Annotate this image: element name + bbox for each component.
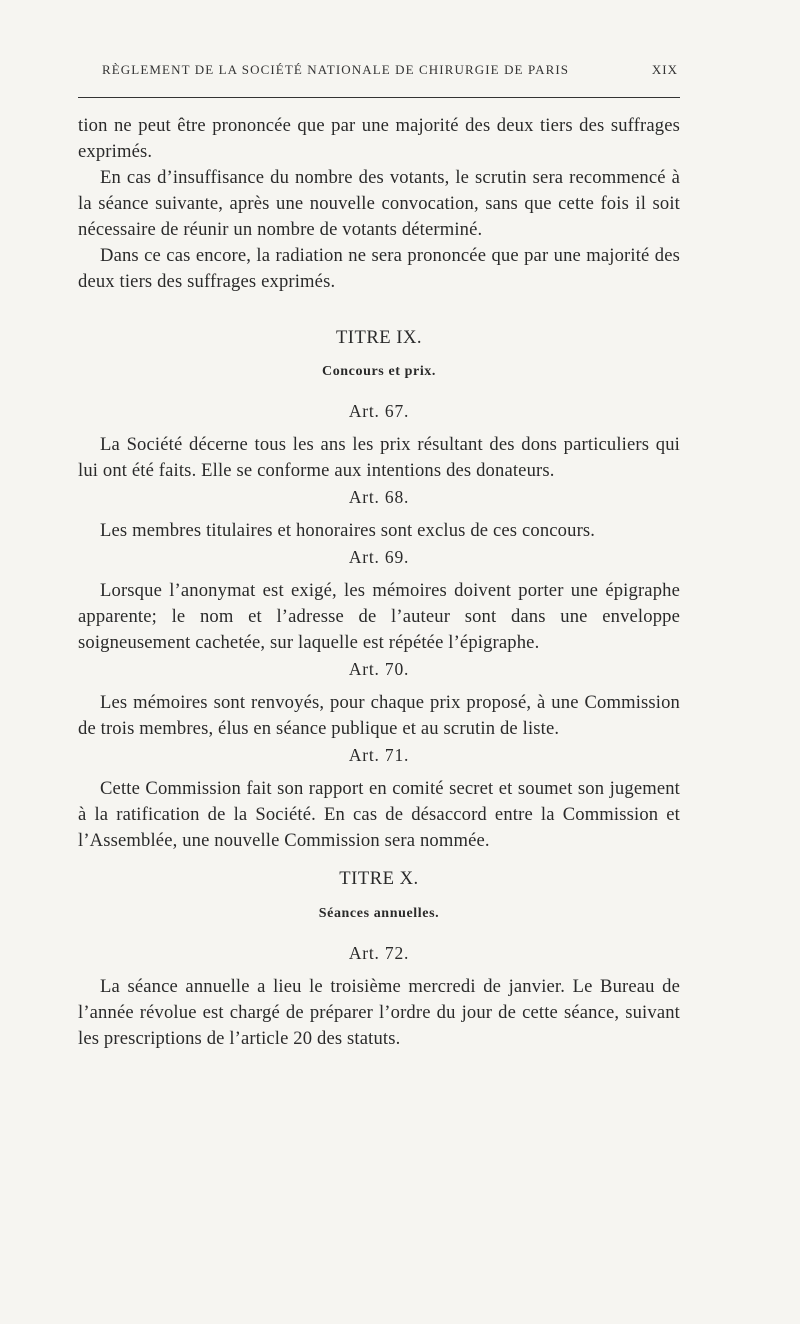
article-72-label: Art. 72. <box>348 943 410 963</box>
article-67-label: Art. 67. <box>348 401 410 421</box>
article-71-label: Art. 71. <box>348 745 410 765</box>
article-68-label: Art. 68. <box>348 487 410 507</box>
page-body <box>78 113 680 1052</box>
article-71-text: Cette Commission fait son rapport en comité secret et soumet son jugement à la ratification de la Société. En cas de désaccord entre la Commission et l’Assemblée, une nouvelle Commission sera nommée. <box>78 778 680 851</box>
page-number: XIX <box>651 62 678 77</box>
article-69-text: Lorsque l’anonymat est exigé, les mémoires doivent porter une épigraphe apparente; le nom et l’adresse de l’auteur sont dans une enveloppe soigneusement cachetée, sur laquelle est répétée l’épigraphe. <box>78 580 680 653</box>
article-70-text: Les mémoires sont renvoyés, pour chaque prix proposé, à une Commission de trois membres, élus en séance publique et au scrutin de liste. <box>78 692 680 739</box>
article-72-text: La séance annuelle a lieu le troisième mercredi de janvier. Le Bureau de l’année révolue est chargé de préparer l’ordre du jour de cette séance, suivant les prescriptions de l’article 20 des statuts. <box>78 976 680 1049</box>
article-67-text: La Société décerne tous les ans les prix résultant des dons particuliers qui lui ont été faits. Elle se conforme aux intentions des donateurs. <box>78 434 680 481</box>
titre-x-heading: TITRE X. <box>339 868 419 889</box>
paragraph-insufficient-votes: En cas d’insuffisance du nombre des votants, le scrutin sera recommencé à la séance suivante, après une nouvelle convocation, sans que cette fois il soit nécessaire de réunir un nombre de votants déterminé. <box>78 167 680 240</box>
book-page <box>78 62 680 1052</box>
paragraph-radiation: Dans ce cas encore, la radiation ne sera prononcée que par une majorité des deux tiers des suffrages exprimés. <box>78 245 680 292</box>
article-69-label: Art. 69. <box>348 547 410 567</box>
titre-ix-heading: TITRE IX. <box>335 327 423 348</box>
titre-ix-subtitle: Concours et prix. <box>321 364 437 379</box>
titre-x-subtitle: Séances annuelles. <box>318 906 440 921</box>
header-rule <box>78 97 680 98</box>
paragraph-continuation: tion ne peut être prononcée que par une majorité des deux tiers des suffrages exprimés. <box>78 115 680 162</box>
running-head-title: RÈGLEMENT DE LA SOCIÉTÉ NATIONALE DE CHIRURGIE DE PARIS <box>102 62 570 77</box>
article-70-label: Art. 70. <box>348 659 410 679</box>
running-head <box>78 62 680 84</box>
article-68-text: Les membres titulaires et honoraires sont exclus de ces concours. <box>100 520 596 541</box>
